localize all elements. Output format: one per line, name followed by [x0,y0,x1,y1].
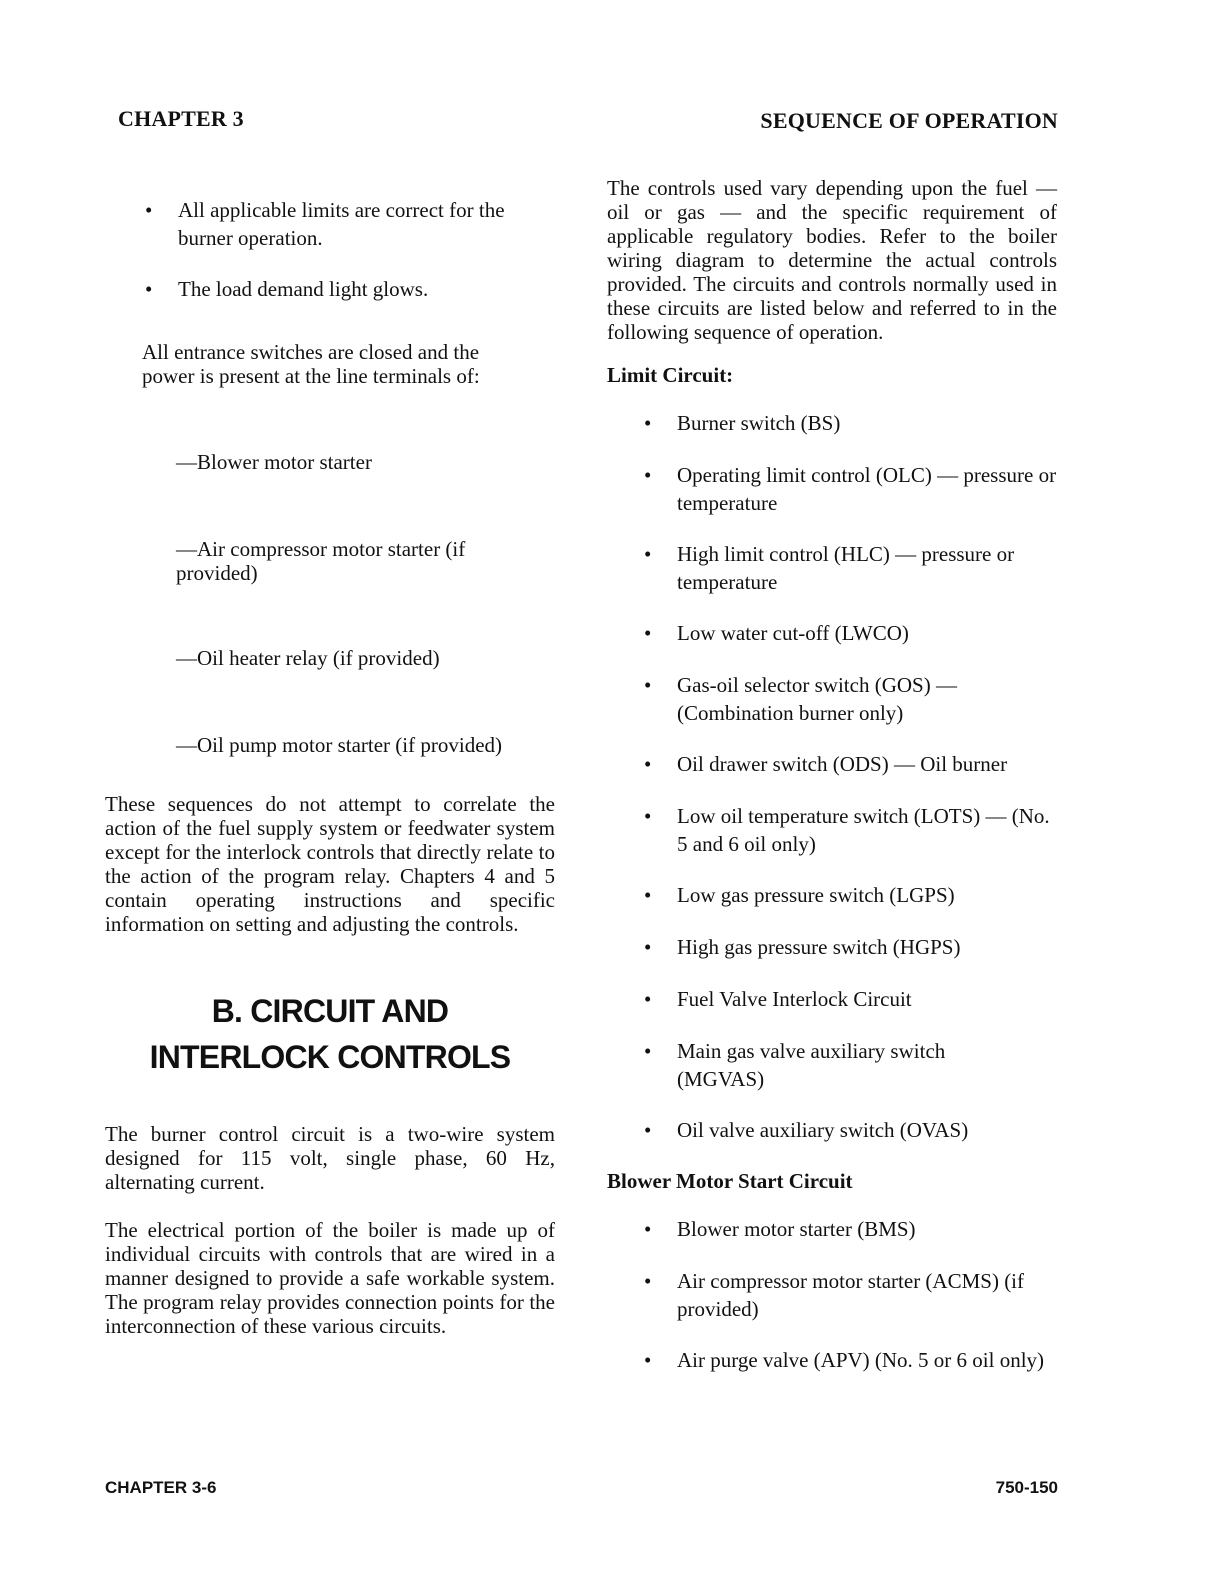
terminal-item: —Oil pump motor starter (if provided) [176,733,503,757]
limit-item [644,461,1057,517]
terminal-text: —Air compressor motor starter (if provided) [176,537,466,585]
blower-item-text: Air purge valve (APV) (No. 5 or 6 oil only) [677,1348,1045,1372]
bullet-icon: • [644,463,652,487]
bullet-icon: • [644,987,652,1011]
limit-item-text: Low gas pressure switch (LGPS) [677,883,955,907]
sequences-paragraph: These sequences do not attempt to correlate the action of the fuel supply system or feedwater system except for the interlock controls that directly relate to the action of the program relay. Chapters 4 and 5 contain operating instructions and specific information on setting and adjusting the controls. [105,792,555,936]
left-bullet [145,196,558,252]
section-title [105,988,555,1080]
intro-paragraph: The controls used vary depending upon the fuel — oil or gas — and the specific requirement of applicable regulatory bodies. Refer to the boiler wiring diagram to determine the actual controls provided. The circuits and controls normally used in these circuits are listed below and referred to in the following sequence of operation. [607,176,1057,344]
terminal-item: —Oil heater relay (if provided) [176,646,440,670]
bullet-icon: • [145,198,153,222]
bullet-icon: • [644,883,652,907]
bullet-icon: • [644,1039,652,1063]
blower-item [644,1215,1057,1243]
entrance-paragraph: All entrance switches are closed and the power is present at the line terminals of: [142,340,480,388]
section-title-line2: INTERLOCK CONTROLS [149,1039,511,1075]
limit-item [644,671,1062,727]
bullet-icon: • [644,935,652,959]
bullet-icon: • [644,621,652,645]
limit-item-text: Low oil temperature switch (LOTS) — (No. 5 and 6 oil only) [677,804,1050,856]
bullet-icon: • [644,1217,652,1241]
blower-item-text: Blower motor starter (BMS) [677,1217,916,1241]
bullet-text: The load demand light glows. [178,277,429,301]
limit-item-text: High gas pressure switch (HGPS) [677,935,961,959]
bullet-icon: • [644,1118,652,1142]
limit-item [644,409,1057,437]
limit-item-text: Fuel Valve Interlock Circuit [677,987,912,1011]
bullet-icon: • [145,277,153,301]
limit-item [644,750,1057,778]
limit-item-text: Burner switch (BS) [677,411,841,435]
section-title-line1: B. CIRCUIT AND [211,993,449,1029]
burner-paragraph: The burner control circuit is a two-wire system designed for 115 volt, single phase, 60 Hz, alternating current. [105,1122,555,1194]
terminal-item [176,537,516,585]
bullet-icon: • [644,1348,652,1372]
footer-doc-number: 750-150 [995,1478,1058,1497]
limit-item-text: Gas-oil selector switch (GOS) — (Combination burner only) [677,673,957,725]
limit-item [644,540,1057,596]
limit-item [644,985,1057,1013]
bullet-icon: • [644,673,652,697]
limit-item [644,802,1057,858]
limit-item-text: High limit control (HLC) — pressure or temperature [677,542,1015,594]
blower-item-text: Air compressor motor starter (ACMS) (if provided) [677,1269,1025,1321]
limit-item-text: Oil drawer switch (ODS) — Oil burner [677,752,1008,776]
bullet-icon: • [644,752,652,776]
limit-item-text: Oil valve auxiliary switch (OVAS) [677,1118,969,1142]
section-header: SEQUENCE OF OPERATION [760,108,1058,133]
limit-item-text: Operating limit control (OLC) — pressure or temperature [677,463,1057,515]
bullet-icon: • [644,804,652,828]
bullet-text: All applicable limits are correct for the burner operation. [178,198,505,250]
limit-item [644,881,1057,909]
limit-circuit-heading: Limit Circuit: [607,363,734,387]
limit-item [644,933,1057,961]
bullet-icon: • [644,411,652,435]
electrical-paragraph: The electrical portion of the boiler is made up of individual circuits with controls that are wired in a manner designed to provide a safe workable system. The program relay provides connection points for the interconnection of these various circuits. [105,1218,555,1338]
terminal-item: —Blower motor starter [176,450,372,474]
limit-item [644,1116,1057,1144]
blower-item [644,1346,1057,1374]
chapter-label: CHAPTER 3 [118,106,244,131]
bullet-icon: • [644,542,652,566]
limit-item-text: Main gas valve auxiliary switch (MGVAS) [677,1039,946,1091]
limit-item-text: Low water cut-off (LWCO) [677,621,909,645]
bullet-icon: • [644,1269,652,1293]
left-bullet [145,275,558,303]
limit-item [644,1037,997,1093]
footer-chapter: CHAPTER 3-6 [105,1478,217,1497]
blower-item [644,1267,1057,1323]
blower-circuit-heading: Blower Motor Start Circuit [607,1169,853,1193]
limit-item [644,619,1057,647]
